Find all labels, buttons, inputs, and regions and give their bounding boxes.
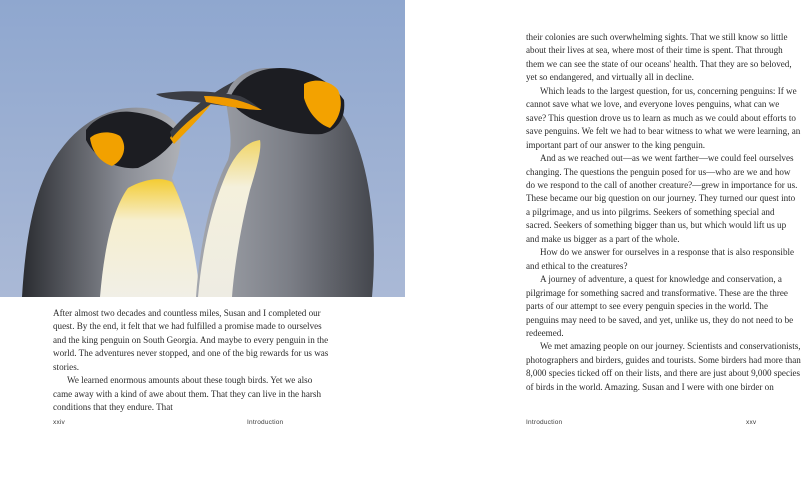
- penguin-photo: [0, 0, 405, 297]
- left-page-body: [53, 307, 331, 415]
- right-paragraph-4: How do we answer for ourselves in a response that is also responsible and ethical to the creatures?: [526, 247, 795, 271]
- left-paragraph-1: After almost two decades and countless miles, Susan and I completed our quest. By the end, it felt that we had fulfilled a promise made to ourselves and the king penguin on South Georgia. And maybe to every penguin in the world. The adventures never stopped, and one of the big rewards for us was stories.: [53, 308, 329, 372]
- right-page-body: [526, 31, 801, 394]
- left-running-head: Introduction: [247, 419, 284, 426]
- right-paragraph-2: Which leads to the largest question, for us, concerning penguins: If we cannot save what we love, and everyone loves penguins, what can we save? This question drove us to learn as much as we could about efforts to save penguins. We felt we had to bear witness to what we were learning, an important part of our answer to the king penguin.: [526, 85, 801, 150]
- right-paragraph-1: their colonies are such overwhelming sights. That we still know so little about their lives at sea, where most of their time is spent. That through them we can see the state of our oceans' health. That they are so beloved, yet so endangered, and virtually all in decline.: [526, 32, 792, 83]
- right-paragraph-5: A journey of adventure, a quest for knowledge and conservation, a pilgrimage for something sacred and transformative. These are the three parts of our attempt to see every penguin species in the world. The penguins may need to be saved, and yet, unlike us, they do not need to be redeemed.: [526, 274, 794, 338]
- right-paragraph-6: We met amazing people on our journey. Scientists and conservationists, photographers and birders, guides and tourists. Some birders had more than 8,000 species ticked off on their lists, and there are just about 9,000 species of birds in the world. Amazing. Susan and I were with one birder on: [526, 341, 801, 392]
- right-running-head: Introduction: [526, 419, 563, 426]
- left-page-folio: xxiv: [53, 419, 65, 426]
- right-page: [405, 0, 810, 480]
- right-paragraph-3: And as we reached out—as we went farther—we could feel ourselves changing. The questions the penguin posed for us—who are we and how do we respond to the call of another creature?—grew in importance for us. These became our big question on our journey. They turned our quest into a pilgrimage, and us into pilgrims. Seekers of something special and sacred. Seekers of something bigger than us, but which would lift us up and make us bigger as a part of the whole.: [526, 153, 798, 244]
- left-paragraph-2: We learned enormous amounts about these tough birds. Yet we also came away with a kind of awe about them. That they can live in the harsh conditions that they endure. That: [53, 375, 322, 413]
- right-page-folio: xxv: [746, 419, 757, 426]
